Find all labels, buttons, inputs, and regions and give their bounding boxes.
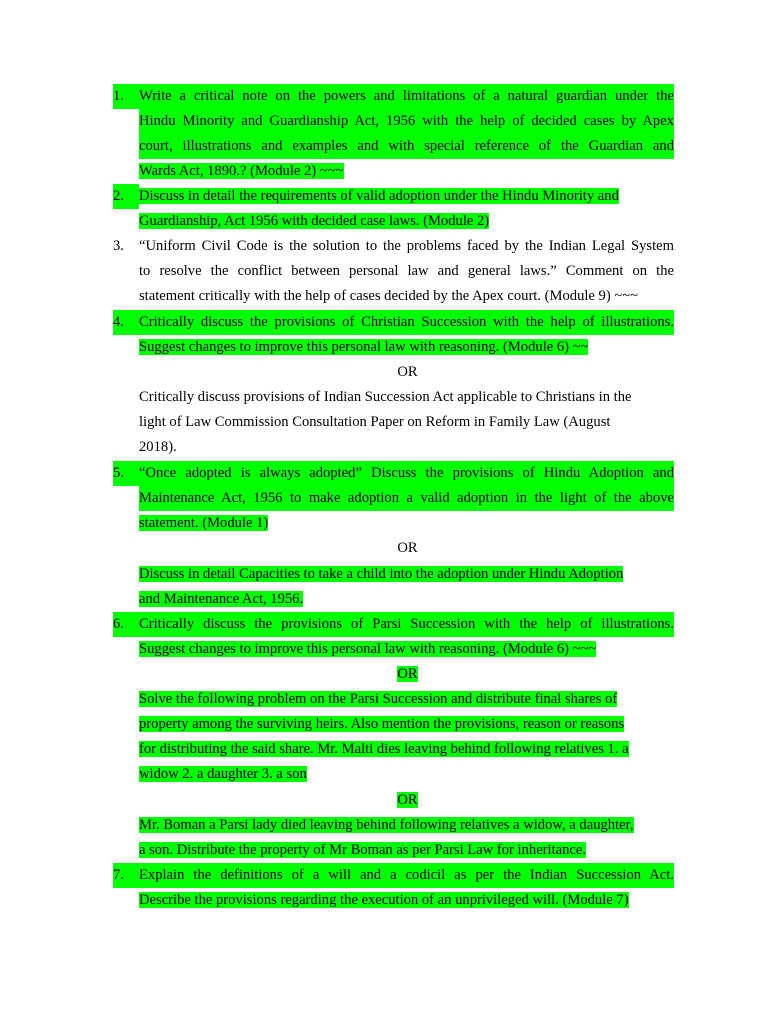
question-6-alt-line-1: Solve the following problem on the Parsi Succession and distribute final shares of bbox=[139, 691, 618, 707]
question-3-line-3: statement critically with the help of cases decided by the Apex court. (Module 9) ~~~ bbox=[139, 288, 639, 304]
question-number: 4. bbox=[113, 310, 139, 335]
or-separator: OR bbox=[397, 364, 418, 380]
question-1-line-3: court, illustrations and examples and with special reference of the Guardian and bbox=[139, 134, 674, 159]
question-6-line-2: Suggest changes to improve this personal law with reasoning. (Module 6) ~~~ bbox=[139, 641, 597, 657]
question-1-line-1: Write a critical note on the powers and limitations of a natural guardian under the bbox=[139, 84, 674, 109]
question-5-alt-line-2: and Maintenance Act, 1956. bbox=[139, 591, 304, 607]
question-number: 1. bbox=[113, 84, 139, 109]
question-5-alt-line-1: Discuss in detail Capacities to take a child into the adoption under Hindu Adoption bbox=[139, 566, 624, 582]
question-number: 2. bbox=[113, 184, 139, 209]
question-7-line-2: Describe the provisions regarding the execution of an unprivileged will. (Module 7) bbox=[139, 892, 629, 908]
question-5-line-2: Maintenance Act, 1956 to make adoption a valid adoption in the light of the above bbox=[139, 486, 674, 511]
question-3-line-2: to resolve the conflict between personal law and general laws.” Comment on the bbox=[139, 263, 674, 279]
or-separator: OR bbox=[397, 540, 418, 556]
question-6-alt-line-3: for distributing the said share. Mr. Malti dies leaving behind following relatives 1. a bbox=[139, 741, 629, 757]
question-6-alt2-line-2: a son. Distribute the property of Mr Boman as per Parsi Law for inheritance. bbox=[139, 842, 587, 858]
question-6-alt-line-2: property among the surviving heirs. Also mention the provisions, reason or reasons bbox=[139, 716, 625, 732]
question-6-alt2-line-1: Mr. Boman a Parsi lady died leaving behind following relatives a widow, a daughter, bbox=[139, 817, 634, 833]
question-number: 5. bbox=[113, 461, 139, 486]
question-6-alt-line-4: widow 2. a daughter 3. a son bbox=[139, 766, 307, 782]
question-4-alt-line-2: light of Law Commission Consultation Paper on Reform in Family Law (August bbox=[139, 414, 611, 430]
or-separator: OR bbox=[397, 792, 418, 808]
question-number: 7. bbox=[113, 863, 139, 888]
question-6-line-1: Critically discuss the provisions of Parsi Succession with the help of illustrations. bbox=[139, 612, 674, 637]
question-4-line-1: Critically discuss the provisions of Christian Succession with the help of illustrations. bbox=[139, 310, 674, 335]
question-5-line-3: statement. (Module 1) bbox=[139, 515, 269, 531]
question-5-line-1: “Once adopted is always adopted” Discuss the provisions of Hindu Adoption and bbox=[139, 461, 674, 486]
question-4-line-2: Suggest changes to improve this personal law with reasoning. (Module 6) ~~ bbox=[139, 339, 589, 355]
or-separator: OR bbox=[397, 666, 418, 682]
question-2-line-1: Discuss in detail the requirements of valid adoption under the Hindu Minority and bbox=[139, 188, 619, 204]
question-7-line-1: Explain the definitions of a will and a codicil as per the Indian Succession Act. bbox=[139, 863, 674, 888]
question-2-line-2: Guardianship, Act 1956 with decided case laws. (Module 2) bbox=[139, 213, 490, 229]
question-4-alt-line-3: 2018). bbox=[139, 439, 177, 455]
question-3-line-1: “Uniform Civil Code is the solution to the problems faced by the Indian Legal System bbox=[139, 238, 674, 254]
question-number: 6. bbox=[113, 612, 139, 637]
question-4-alt-line-1: Critically discuss provisions of Indian Succession Act applicable to Christians in the bbox=[139, 389, 632, 405]
question-1-line-2: Hindu Minority and Guardianship Act, 1956 with the help of decided cases by Apex bbox=[139, 109, 674, 134]
question-number: 3. bbox=[113, 238, 124, 254]
question-1-line-4: Wards Act, 1890.? (Module 2) ~~~ bbox=[139, 163, 344, 179]
